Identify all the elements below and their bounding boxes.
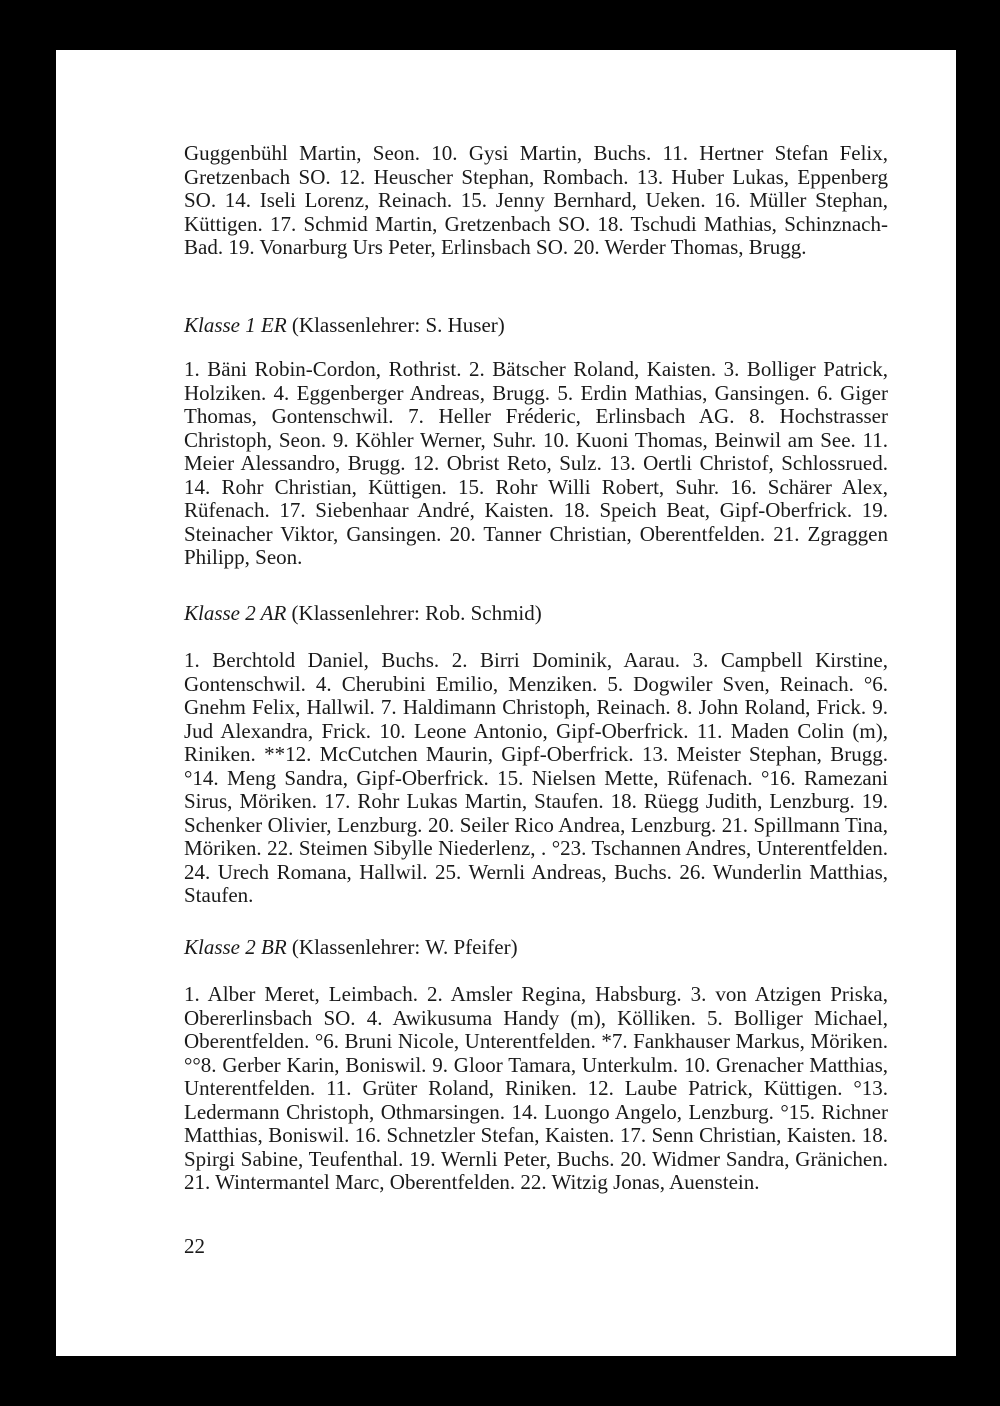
class-name-2br: Klasse 2 BR	[184, 935, 287, 959]
teacher-2br: (Klassenlehrer: W. Pfeifer)	[286, 935, 518, 959]
class-name-2ar: Klasse 2 AR	[184, 601, 287, 625]
section-heading-1er	[184, 313, 888, 337]
student-list-2ar: 1. Berchtold Daniel, Buchs. 2. Birri Dominik, Aarau. 3. Campbell Kirstine, Gontenschwil. 4. Cherubini Emilio, Menziken. 5. Dogwiler Sven, Reinach. °6. Gnehm Felix, Hallwil. 7. Haldimann Christoph, Reinach. 8. John Roland, Frick. 9. Jud Alexandra, Frick. 10. Leone Antonio, Gipf-Oberfrick. 11. Maden Colin (m), Riniken. **12. McCutchen Maurin, Gipf-Oberfrick. 13. Meister Stephan, Brugg. °14. Meng Sandra, Gipf-Oberfrick. 15. Nielsen Mette, Rüfenach. °16. Ramezani Sirus, Möriken. 17. Rohr Lukas Martin, Staufen. 18. Rüegg Judith, Lenzburg. 19. Schenker Olivier, Lenzburg. 20. Seiler Rico Andrea, Lenzburg. 21. Spillmann Tina, Möriken. 22. Steimen Sibylle Niederlenz, . °23. Tschannen Andres, Unterentfelden. 24. Urech Romana, Hallwil. 25. Wernli Andreas, Buchs. 26. Wunderlin Matthias, Staufen.	[184, 648, 888, 907]
intro-paragraph: Guggenbühl Martin, Seon. 10. Gysi Martin, Buchs. 11. Hertner Stefan Felix, Gretzenbach SO. 12. Heuscher Stephan, Rombach. 13. Huber Lukas, Eppenberg SO. 14. Iseli Lorenz, Reinach. 15. Jenny Bernhard, Ueken. 16. Müller Stephan, Küttigen. 17. Schmid Martin, Gretzenbach SO. 18. Tschudi Mathias, Schinznach-Bad. 19. Vonarburg Urs Peter, Erlinsbach SO. 20. Werder Thomas, Brugg.	[184, 141, 888, 259]
section-heading-2ar	[184, 601, 888, 625]
teacher-1er: (Klassenlehrer: S. Huser)	[286, 313, 505, 337]
student-list-2br: 1. Alber Meret, Leimbach. 2. Amsler Regina, Habsburg. 3. von Atzigen Priska, Obererlinsbach SO. 4. Awikusuma Handy (m), Kölliken. 5. Bolliger Michael, Oberentfelden. °6. Bruni Nicole, Unterentfelden. *7. Fankhauser Markus, Möriken. °°8. Gerber Karin, Boniswil. 9. Gloor Tamara, Unterkulm. 10. Grenacher Matthias, Unterentfelden. 11. Grüter Roland, Riniken. 12. Laube Patrick, Küttigen. °13. Ledermann Christoph, Othmarsingen. 14. Luongo Angelo, Lenzburg. °15. Richner Matthias, Boniswil. 16. Schnetzler Stefan, Kaisten. 17. Senn Christian, Kaisten. 18. Spirgi Sabine, Teufenthal. 19. Wernli Peter, Buchs. 20. Widmer Sandra, Gränichen. 21. Wintermantel Marc, Oberentfelden. 22. Witzig Jonas, Auenstein.	[184, 982, 888, 1194]
page-number: 22	[184, 1234, 205, 1258]
section-heading-2br	[184, 935, 888, 959]
teacher-2ar: (Klassenlehrer: Rob. Schmid)	[286, 601, 542, 625]
student-list-1er: 1. Bäni Robin-Cordon, Rothrist. 2. Bätscher Roland, Kaisten. 3. Bolliger Patrick, Holziken. 4. Eggenberger Andreas, Brugg. 5. Erdin Mathias, Gansingen. 6. Giger Thomas, Gontenschwil. 7. Heller Fréderic, Erlinsbach AG. 8. Hochstrasser Christoph, Seon. 9. Köhler Werner, Suhr. 10. Kuoni Thomas, Beinwil am See. 11. Meier Alessandro, Brugg. 12. Obrist Reto, Sulz. 13. Oertli Christof, Schlossrued. 14. Rohr Christian, Küttigen. 15. Rohr Willi Robert, Suhr. 16. Schärer Alex, Rüfenach. 17. Siebenhaar André, Kaisten. 18. Speich Beat, Gipf-Oberfrick. 19. Steinacher Viktor, Gansingen. 20. Tanner Christian, Oberentfelden. 21. Zgraggen Philipp, Seon.	[184, 357, 888, 569]
document-page	[56, 50, 956, 1356]
class-name-1er: Klasse 1 ER	[184, 313, 287, 337]
